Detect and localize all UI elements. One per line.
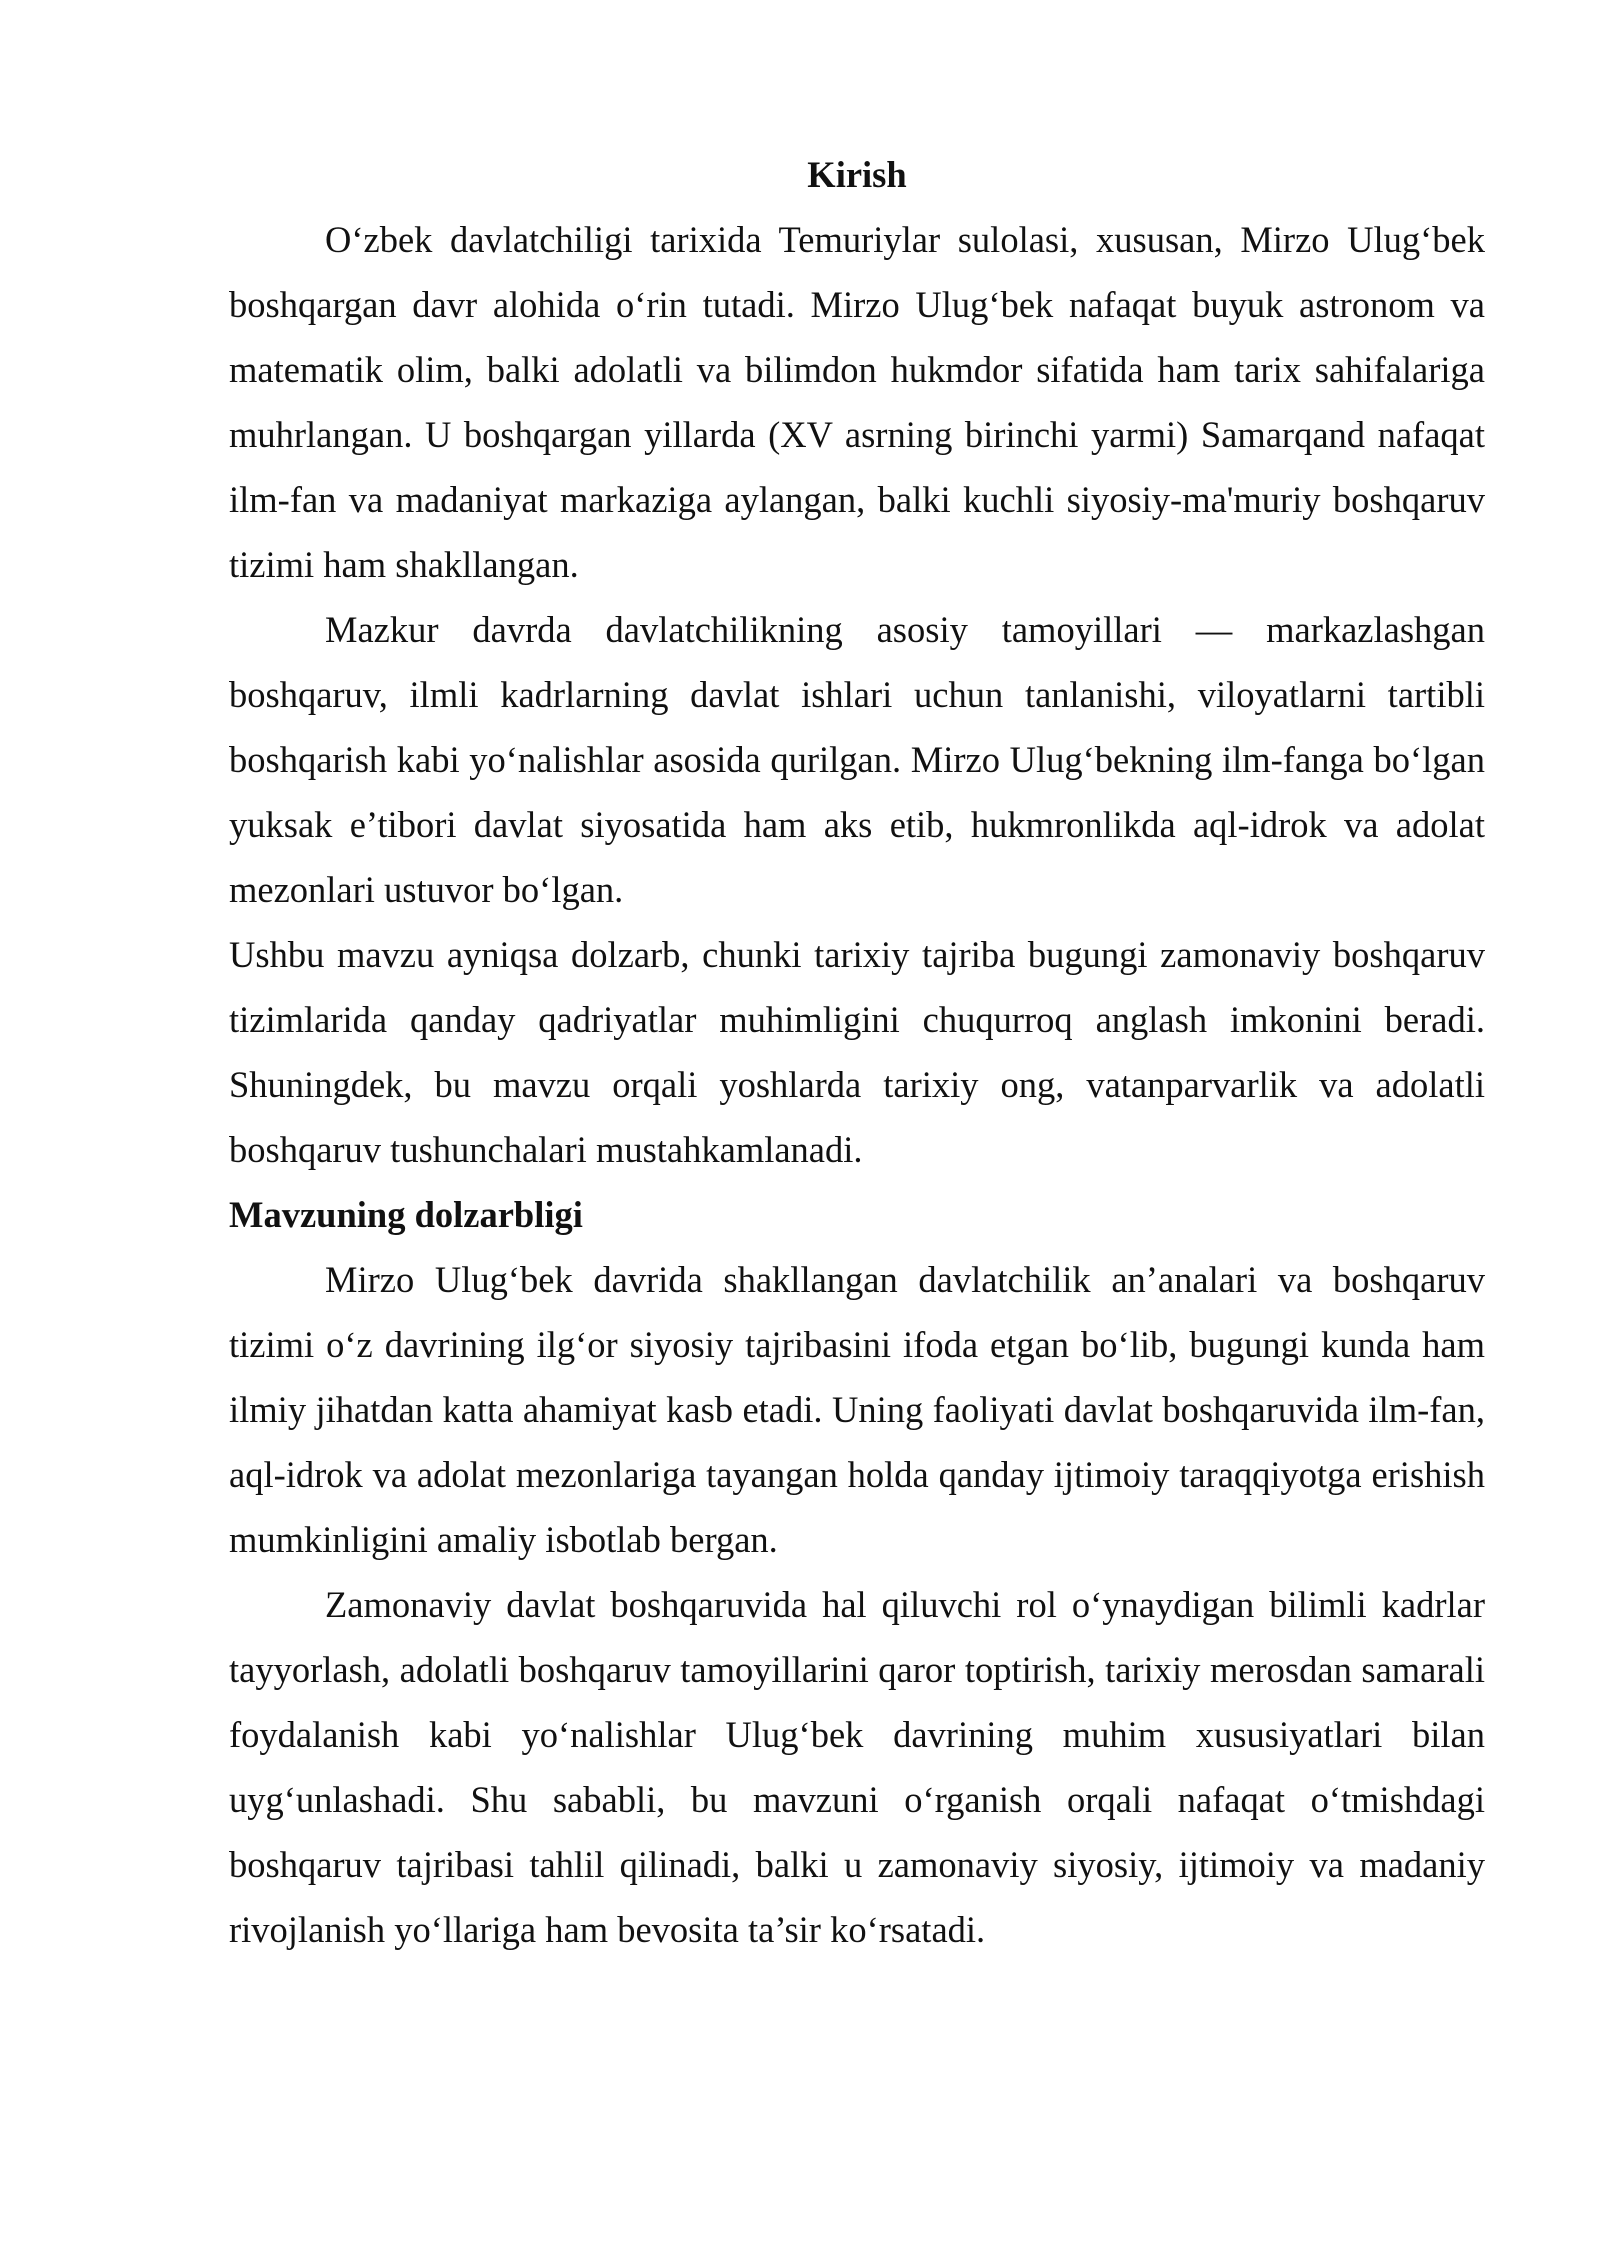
paragraph-5: Zamonaviy davlat boshqaruvida hal qiluvchi rol o‘ynaydigan bilimli kadrlar tayyorlash, adolatli boshqaruv tamoyillarini qaror toptirish, tarixiy merosdan samarali foydalanish kabi yo‘nalishlar Ulug‘bek davrining muhim xususiyatlari bilan uyg‘unlashadi. Shu sababli, bu mavzuni o‘rganish orqali nafaqat o‘tmishdagi boshqaruv tajribasi tahlil qilinadi, balki u zamonaviy siyosiy, ijtimoiy va madaniy rivojlanish yo‘llariga ham bevosita ta’sir ko‘rsatadi. [229,1584,1485,1950]
paragraph-4: Mirzo Ulug‘bek davrida shakllangan davlatchilik an’analari va boshqaruv tizimi o‘z davrining ilg‘or siyosiy tajribasini ifoda etgan bo‘lib, bugungi kunda ham ilmiy jihatdan katta ahamiyat kasb etadi. Uning faoliyati davlat boshqaruvida ilm-fan, aql-idrok va adolat mezonlariga tayangan holda qanday ijtimoiy taraqqiyotga erishish mumkinligini amaliy isbotlab bergan. [229,1259,1485,1560]
paragraph-2: Mazkur davrda davlatchilikning asosiy tamoyillari — markazlashgan boshqaruv, ilmli kadrlarning davlat ishlari uchun tanlanishi, viloyatlarni tartibli boshqarish kabi yo‘nalishlar asosida qurilgan. Mirzo Ulug‘bekning ilm-fanga bo‘lgan yuksak e’tibori davlat siyosatida ham aks etib, hukmronlikda aql-idrok va adolat mezonlari ustuvor bo‘lgan. [229,609,1485,910]
document-body [229,142,1485,1962]
paragraph-3: Ushbu mavzu ayniqsa dolzarb, chunki tarixiy tajriba bugungi zamonaviy boshqaruv tizimlarida qanday qadriyatlar muhimligini chuqurroq anglash imkonini beradi. Shuningdek, bu mavzu orqali yoshlarda tarixiy ong, vatanparvarlik va adolatli boshqaruv tushunchalari mustahkamlanadi. [229,934,1485,1170]
page-title: Kirish [807,154,907,195]
section-heading: Mavzuning dolzarbligi [229,1194,583,1235]
paragraph-1: O‘zbek davlatchiligi tarixida Temuriylar sulolasi, xususan, Mirzo Ulug‘bek boshqargan davr alohida o‘rin tutadi. Mirzo Ulug‘bek nafaqat buyuk astronom va matematik olim, balki adolatli va bilimdon hukmdor sifatida ham tarix sahifalariga muhrlangan. U boshqargan yillarda (XV asrning birinchi yarmi) Samarqand nafaqat ilm-fan va madaniyat markaziga aylangan, balki kuchli siyosiy-ma'muriy boshqaruv tizimi ham shakllangan. [229,219,1485,585]
